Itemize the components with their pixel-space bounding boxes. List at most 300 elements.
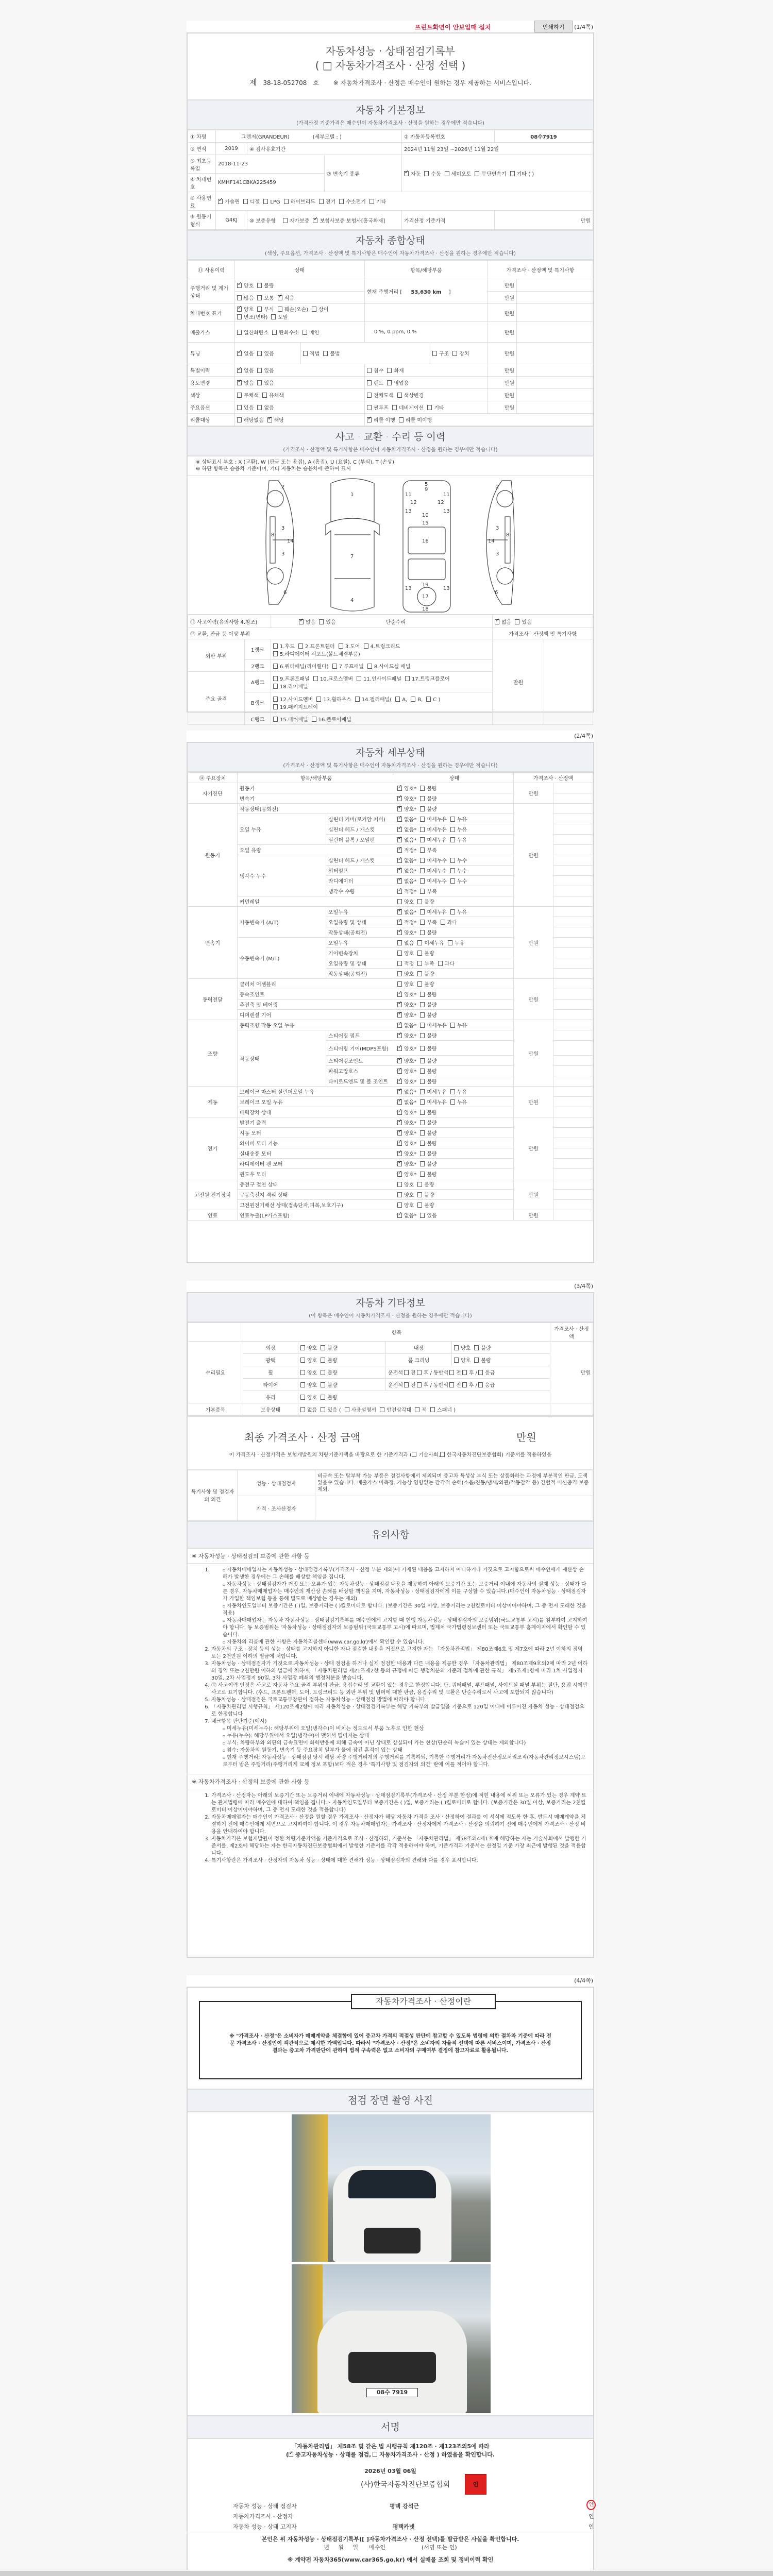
- checkbox-option[interactable]: [399, 416, 432, 423]
- checkbox[interactable]: [273, 697, 278, 702]
- checkbox-option[interactable]: [420, 877, 447, 885]
- checkbox-option[interactable]: [474, 1356, 491, 1364]
- checkbox[interactable]: [420, 909, 425, 914]
- print-button[interactable]: 인쇄하기: [534, 21, 573, 32]
- checkbox[interactable]: [420, 837, 425, 842]
- checkbox[interactable]: [387, 368, 392, 373]
- checkbox[interactable]: [441, 920, 445, 925]
- checkbox[interactable]: [420, 1161, 425, 1166]
- checkbox[interactable]: [440, 1452, 445, 1457]
- checkbox[interactable]: [218, 199, 223, 204]
- checkbox-option[interactable]: [450, 877, 467, 885]
- checkbox[interactable]: [420, 1213, 425, 1218]
- checkbox-option[interactable]: [417, 959, 434, 967]
- checkbox-option[interactable]: [397, 918, 416, 926]
- checkbox-option[interactable]: [420, 1108, 436, 1116]
- checkbox-option[interactable]: [420, 1129, 436, 1137]
- checkbox-option[interactable]: [298, 642, 335, 650]
- checkbox-option[interactable]: [397, 1088, 416, 1095]
- checkbox[interactable]: [417, 1382, 422, 1387]
- checkbox-option[interactable]: [312, 715, 351, 723]
- checkbox-option[interactable]: [397, 391, 424, 399]
- checkbox-option[interactable]: [475, 170, 506, 177]
- checkbox-option[interactable]: [392, 403, 424, 411]
- checkbox[interactable]: [420, 827, 425, 832]
- checkbox-option[interactable]: [420, 918, 436, 926]
- checkbox-option[interactable]: [397, 1201, 414, 1209]
- checkbox[interactable]: [397, 940, 402, 945]
- checkbox[interactable]: [283, 218, 288, 223]
- checkbox[interactable]: [420, 1130, 425, 1136]
- checkbox-option[interactable]: [257, 366, 274, 374]
- checkbox-option[interactable]: [316, 695, 351, 703]
- checkbox-option[interactable]: [420, 1077, 436, 1085]
- checkbox[interactable]: [257, 351, 262, 356]
- install-notice-link[interactable]: 프린트화면이 안보일때 설치: [415, 24, 491, 31]
- checkbox[interactable]: [420, 889, 425, 894]
- checkbox-option[interactable]: [321, 1381, 337, 1388]
- checkbox-option[interactable]: [271, 313, 288, 320]
- checkbox-option[interactable]: [321, 1344, 337, 1351]
- checkbox[interactable]: [367, 368, 372, 373]
- checkbox[interactable]: [300, 1370, 305, 1375]
- checkbox[interactable]: [397, 848, 402, 853]
- checkbox[interactable]: [397, 858, 402, 863]
- checkbox[interactable]: [399, 417, 404, 422]
- checkbox[interactable]: [427, 405, 432, 410]
- checkbox[interactable]: [420, 1069, 425, 1074]
- checkbox-option[interactable]: [397, 856, 416, 864]
- checkbox-option[interactable]: [300, 1381, 317, 1388]
- checkbox-option[interactable]: [397, 1011, 416, 1019]
- checkbox-option[interactable]: [450, 1098, 467, 1106]
- checkbox[interactable]: [257, 295, 262, 300]
- checkbox[interactable]: [450, 1089, 455, 1094]
- checkbox[interactable]: [420, 1110, 425, 1115]
- checkbox-option[interactable]: [420, 784, 436, 792]
- checkbox[interactable]: [262, 393, 267, 398]
- checkbox-option[interactable]: [397, 1160, 416, 1167]
- checkbox-option[interactable]: [510, 170, 534, 177]
- checkbox[interactable]: [450, 1023, 455, 1028]
- checkbox-inspection[interactable]: [289, 2452, 293, 2457]
- checkbox[interactable]: [237, 351, 242, 356]
- checkbox[interactable]: [313, 676, 318, 681]
- checkbox[interactable]: [417, 940, 422, 945]
- checkbox[interactable]: [420, 786, 425, 791]
- checkbox-option[interactable]: [321, 1356, 337, 1364]
- checkbox-option[interactable]: [397, 815, 416, 823]
- checkbox[interactable]: [345, 1407, 349, 1412]
- checkbox-option[interactable]: [237, 403, 254, 411]
- checkbox-option[interactable]: [450, 815, 467, 823]
- checkbox-option[interactable]: [397, 980, 414, 988]
- checkbox-option[interactable]: [450, 856, 467, 864]
- checkbox-option[interactable]: [420, 1118, 436, 1126]
- checkbox-option[interactable]: [441, 918, 457, 926]
- checkbox[interactable]: [267, 417, 272, 422]
- checkbox-option[interactable]: [355, 695, 392, 703]
- checkbox-option[interactable]: [397, 1139, 416, 1147]
- checkbox-option[interactable]: [417, 1180, 434, 1188]
- checkbox-option[interactable]: [237, 416, 264, 423]
- checkbox[interactable]: [495, 619, 499, 624]
- checkbox[interactable]: [332, 664, 337, 669]
- checkbox[interactable]: [397, 1130, 402, 1136]
- checkbox[interactable]: [321, 1358, 325, 1363]
- checkbox-option[interactable]: [257, 403, 274, 411]
- checkbox[interactable]: [257, 368, 262, 373]
- checkbox[interactable]: [284, 199, 289, 204]
- checkbox-option[interactable]: [397, 1211, 416, 1219]
- checkbox[interactable]: [397, 899, 402, 904]
- checkbox-option[interactable]: [397, 1170, 416, 1178]
- checkbox-option[interactable]: [243, 197, 260, 205]
- checkbox-option[interactable]: [448, 939, 464, 946]
- checkbox[interactable]: [478, 1382, 483, 1387]
- checkbox-option[interactable]: [397, 867, 416, 874]
- checkbox[interactable]: [430, 1407, 435, 1412]
- checkbox-option[interactable]: [313, 674, 353, 682]
- checkbox[interactable]: [237, 283, 242, 288]
- checkbox-option[interactable]: [397, 1191, 414, 1198]
- checkbox-option[interactable]: [397, 1057, 416, 1064]
- checkbox[interactable]: [321, 1370, 325, 1375]
- checkbox[interactable]: [420, 817, 425, 822]
- checkbox-option[interactable]: [369, 197, 386, 205]
- checkbox-option[interactable]: [367, 391, 394, 399]
- checkbox[interactable]: [420, 1046, 425, 1051]
- checkbox-option[interactable]: [417, 897, 434, 905]
- checkbox-appraisal[interactable]: [373, 2452, 377, 2457]
- checkbox-option[interactable]: [420, 1098, 447, 1106]
- checkbox-option[interactable]: [397, 1021, 416, 1029]
- checkbox[interactable]: [420, 878, 425, 884]
- checkbox-option[interactable]: [515, 618, 531, 625]
- checkbox[interactable]: [397, 1202, 402, 1208]
- checkbox-option[interactable]: [218, 197, 240, 205]
- checkbox-option[interactable]: [430, 1405, 456, 1413]
- checkbox[interactable]: [397, 393, 402, 398]
- checkbox-option[interactable]: [420, 1139, 436, 1147]
- checkbox[interactable]: [312, 307, 316, 312]
- checkbox[interactable]: [397, 981, 402, 987]
- checkbox-option[interactable]: [420, 887, 436, 895]
- checkbox[interactable]: [474, 1358, 479, 1363]
- checkbox[interactable]: [300, 1395, 305, 1400]
- checkbox-option[interactable]: [397, 1118, 416, 1126]
- checkbox[interactable]: [387, 380, 392, 385]
- checkbox-option[interactable]: [387, 366, 404, 374]
- checkbox-option[interactable]: [397, 1180, 414, 1188]
- checkbox[interactable]: [397, 806, 402, 811]
- checkbox[interactable]: [367, 405, 372, 410]
- checkbox[interactable]: [278, 307, 282, 312]
- checkbox-option[interactable]: [397, 949, 414, 957]
- checkbox[interactable]: [450, 827, 455, 832]
- checkbox[interactable]: [420, 992, 425, 997]
- checkbox[interactable]: [237, 368, 242, 373]
- checkbox[interactable]: [432, 351, 437, 356]
- checkbox[interactable]: [420, 1023, 425, 1028]
- checkbox-option[interactable]: [397, 1108, 416, 1116]
- checkbox-option[interactable]: [397, 1077, 416, 1085]
- checkbox-option[interactable]: [397, 897, 414, 905]
- checkbox[interactable]: [243, 199, 248, 204]
- checkbox[interactable]: [321, 1382, 325, 1387]
- checkbox-option[interactable]: [257, 379, 274, 386]
- checkbox[interactable]: [420, 1099, 425, 1105]
- checkbox[interactable]: [420, 1033, 425, 1038]
- checkbox[interactable]: [415, 1407, 419, 1412]
- checkbox-option[interactable]: [450, 1088, 467, 1095]
- checkbox[interactable]: [450, 868, 455, 873]
- checkbox[interactable]: [397, 1141, 402, 1146]
- checkbox[interactable]: [237, 295, 242, 300]
- checkbox[interactable]: [420, 1079, 425, 1084]
- checkbox[interactable]: [397, 930, 402, 935]
- checkbox[interactable]: [450, 909, 455, 914]
- checkbox[interactable]: [420, 868, 425, 873]
- checkbox-option[interactable]: [313, 216, 385, 224]
- checkbox-option[interactable]: [450, 867, 467, 874]
- checkbox[interactable]: [417, 981, 422, 987]
- checkbox-option[interactable]: [417, 949, 434, 957]
- checkbox-option[interactable]: [397, 1001, 416, 1008]
- checkbox-option[interactable]: [397, 887, 416, 895]
- checkbox-option[interactable]: [454, 1344, 470, 1351]
- checkbox[interactable]: [367, 664, 372, 669]
- checkbox-option[interactable]: [397, 990, 416, 998]
- checkbox-option[interactable]: [397, 846, 416, 854]
- checkbox-option[interactable]: [273, 650, 360, 657]
- checkbox-option[interactable]: [387, 379, 409, 386]
- checkbox-option[interactable]: [367, 366, 383, 374]
- checkbox-option[interactable]: [426, 697, 440, 703]
- checkbox[interactable]: [397, 1012, 402, 1018]
- checkbox[interactable]: [397, 961, 402, 966]
- checkbox-option[interactable]: [397, 1098, 416, 1106]
- checkbox[interactable]: [397, 1089, 402, 1094]
- checkbox-option[interactable]: [495, 618, 511, 625]
- checkbox[interactable]: [424, 171, 429, 176]
- checkbox[interactable]: [299, 619, 304, 624]
- checkbox-option[interactable]: [415, 1405, 427, 1413]
- checkbox[interactable]: [367, 380, 372, 385]
- checkbox[interactable]: [273, 717, 278, 722]
- checkbox-option[interactable]: [420, 928, 436, 936]
- checkbox-option[interactable]: [420, 1160, 436, 1167]
- checkbox[interactable]: [397, 1033, 402, 1038]
- checkbox-option[interactable]: [257, 281, 274, 289]
- checkbox[interactable]: [323, 351, 328, 356]
- checkbox[interactable]: [404, 1370, 409, 1375]
- checkbox[interactable]: [397, 1058, 402, 1063]
- checkbox[interactable]: [339, 643, 343, 649]
- checkbox-option[interactable]: [319, 618, 335, 625]
- checkbox[interactable]: [397, 889, 402, 894]
- checkbox-option[interactable]: [323, 349, 340, 357]
- checkbox[interactable]: [420, 1120, 425, 1125]
- checkbox[interactable]: [300, 1382, 305, 1387]
- checkbox-option[interactable]: [237, 305, 254, 313]
- checkbox[interactable]: [420, 920, 425, 925]
- checkbox-option[interactable]: [445, 170, 472, 177]
- checkbox[interactable]: [397, 1023, 402, 1028]
- checkbox-option[interactable]: [300, 1368, 317, 1376]
- checkbox-option[interactable]: [380, 1405, 411, 1413]
- checkbox[interactable]: [397, 1151, 402, 1156]
- checkbox-option[interactable]: [450, 1021, 467, 1029]
- checkbox-option[interactable]: [452, 349, 469, 357]
- checkbox[interactable]: [417, 961, 422, 966]
- checkbox[interactable]: [420, 1151, 425, 1156]
- checkbox-option[interactable]: [397, 825, 416, 833]
- checkbox-option[interactable]: [420, 908, 447, 916]
- checkbox[interactable]: [237, 380, 242, 385]
- checkbox-option[interactable]: [420, 1149, 436, 1157]
- checkbox[interactable]: [272, 330, 277, 335]
- checkbox[interactable]: [417, 1182, 422, 1187]
- checkbox[interactable]: [449, 1382, 454, 1387]
- checkbox[interactable]: [321, 1345, 325, 1350]
- checkbox-option[interactable]: [321, 1393, 337, 1401]
- checkbox-option[interactable]: [438, 959, 455, 967]
- checkbox-option[interactable]: [397, 939, 414, 946]
- checkbox[interactable]: [417, 1370, 422, 1375]
- checkbox[interactable]: [397, 951, 402, 956]
- checkbox-option[interactable]: [397, 1129, 416, 1137]
- checkbox[interactable]: [397, 817, 402, 822]
- checkbox-option[interactable]: [273, 703, 318, 710]
- checkbox-option[interactable]: [474, 1344, 491, 1351]
- checkbox[interactable]: [397, 1110, 402, 1115]
- checkbox[interactable]: [420, 930, 425, 935]
- checkbox-option[interactable]: [303, 349, 320, 357]
- checkbox-option[interactable]: [367, 662, 411, 670]
- checkbox[interactable]: [237, 393, 242, 398]
- checkbox[interactable]: [450, 1099, 455, 1105]
- checkbox[interactable]: [357, 676, 361, 681]
- checkbox-option[interactable]: [237, 313, 267, 320]
- checkbox-option[interactable]: [420, 815, 447, 823]
- checkbox[interactable]: [313, 218, 317, 223]
- checkbox-option[interactable]: [420, 1021, 447, 1029]
- checkbox-option[interactable]: [454, 1356, 470, 1364]
- checkbox[interactable]: [397, 827, 402, 832]
- checkbox-option[interactable]: [397, 1044, 416, 1052]
- car365-notice[interactable]: ※ 계약전 자동차365(www.car365.go.kr) 에서 실매물 조회 및 정비이력 확인: [287, 2556, 494, 2563]
- checkbox-option[interactable]: [417, 1191, 434, 1198]
- checkbox[interactable]: [303, 330, 307, 335]
- checkbox-option[interactable]: [417, 980, 434, 988]
- checkbox[interactable]: [450, 837, 455, 842]
- checkbox[interactable]: [397, 837, 402, 842]
- checkbox-option[interactable]: [300, 1393, 317, 1401]
- checkbox-option[interactable]: [283, 216, 310, 224]
- checkbox[interactable]: [420, 1172, 425, 1177]
- checkbox[interactable]: [412, 1452, 416, 1457]
- checkbox-option[interactable]: [300, 1344, 317, 1351]
- checkbox-option[interactable]: [397, 908, 416, 916]
- checkbox[interactable]: [417, 1192, 422, 1197]
- checkbox-option[interactable]: [299, 618, 315, 625]
- checkbox-option[interactable]: [397, 959, 414, 967]
- checkbox-option[interactable]: [450, 908, 467, 916]
- checkbox-option[interactable]: [420, 1011, 436, 1019]
- checkbox[interactable]: [237, 330, 242, 335]
- checkbox[interactable]: [312, 717, 316, 722]
- checkbox-option[interactable]: [420, 1088, 447, 1095]
- checkbox-option[interactable]: [420, 1044, 436, 1052]
- checkbox-option[interactable]: [273, 642, 295, 650]
- checkbox[interactable]: [397, 909, 402, 914]
- checkbox[interactable]: [237, 314, 242, 319]
- checkbox-option[interactable]: [397, 877, 416, 885]
- checkbox[interactable]: [420, 1002, 425, 1007]
- checkbox[interactable]: [420, 1012, 425, 1018]
- checkbox-option[interactable]: [397, 970, 414, 977]
- checkbox-option[interactable]: [303, 328, 319, 336]
- checkbox[interactable]: [478, 1370, 483, 1375]
- checkbox[interactable]: [397, 1099, 402, 1105]
- checkbox[interactable]: [300, 1345, 305, 1350]
- checkbox-option[interactable]: [237, 294, 254, 301]
- checkbox-option[interactable]: [397, 928, 416, 936]
- checkbox[interactable]: [420, 1089, 425, 1094]
- checkbox[interactable]: [475, 171, 479, 176]
- checkbox-option[interactable]: [420, 825, 447, 833]
- checkbox[interactable]: [404, 1382, 409, 1387]
- checkbox[interactable]: [450, 858, 455, 863]
- checkbox-option[interactable]: [321, 1368, 337, 1376]
- checkbox-option[interactable]: [273, 674, 310, 682]
- checkbox[interactable]: [397, 868, 402, 873]
- checkbox[interactable]: [417, 1202, 422, 1208]
- checkbox-option[interactable]: [397, 836, 416, 843]
- checkbox[interactable]: [319, 619, 324, 624]
- checkbox[interactable]: [448, 940, 452, 945]
- checkbox[interactable]: [445, 171, 449, 176]
- checkbox[interactable]: [273, 704, 278, 709]
- checkbox[interactable]: [397, 920, 402, 925]
- checkbox-option[interactable]: [420, 1031, 436, 1039]
- checkbox[interactable]: [263, 199, 268, 204]
- checkbox-option[interactable]: [395, 697, 407, 703]
- checkbox[interactable]: [452, 351, 457, 356]
- checkbox-option[interactable]: [357, 674, 401, 682]
- checkbox[interactable]: [237, 307, 242, 312]
- checkbox-option[interactable]: [272, 328, 299, 336]
- checkbox-option[interactable]: [278, 305, 308, 313]
- checkbox-option[interactable]: [339, 642, 360, 650]
- checkbox[interactable]: [454, 1358, 459, 1363]
- checkbox-option[interactable]: [339, 197, 366, 205]
- checkbox-option[interactable]: [420, 990, 436, 998]
- checkbox-option[interactable]: [273, 695, 313, 703]
- checkbox[interactable]: [300, 1407, 305, 1412]
- checkbox[interactable]: [462, 1382, 467, 1387]
- checkbox[interactable]: [397, 796, 402, 801]
- checkbox[interactable]: [397, 1079, 402, 1084]
- checkbox-option[interactable]: [420, 1211, 436, 1219]
- checkbox[interactable]: [397, 1002, 402, 1007]
- checkbox[interactable]: [303, 351, 308, 356]
- checkbox-option[interactable]: [257, 305, 274, 313]
- checkbox-option[interactable]: [411, 697, 423, 703]
- checkbox[interactable]: [417, 899, 422, 904]
- checkbox-option[interactable]: [420, 1067, 436, 1075]
